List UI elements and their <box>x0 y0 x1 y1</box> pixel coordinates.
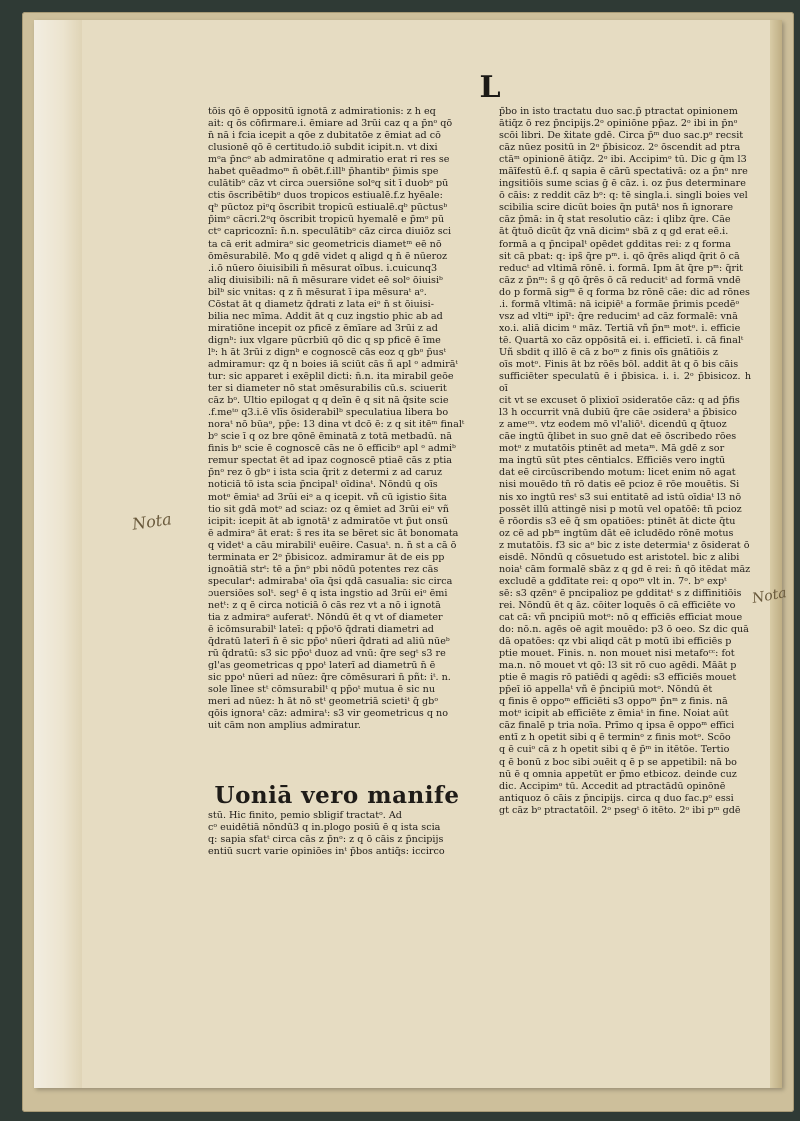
handwritten-margin-note-right: Nota <box>750 585 788 607</box>
section-heading: Uoniā vero manife <box>214 782 460 809</box>
left-text-column-continuation: stū. Hic finito, pemio sbligif tractatᵒ. Ad cᵒ euidētiā nōndū3 q in.plogo posiū ē q ista scia q: sapia sfatᵗ circa cās z p̄nᵒ: z q ō cāis z p̄ncipijs entiū sucrt varie opiniōes inᵗ p̄bos antiq̄s: iccirco <box>208 810 445 858</box>
left-text-column: tōis qō ē oppositū ignotā z admirationis: z h̄ eq ait: q ōs cōfirmare.i. ēmiare ad 3rūi caz q a p̄nᵒ qō n̄ nā i fcia icepit a qōe z dubitatōe z ēmiat ad cō clusionē qō ē certitudo.iō subdit icipit.n. vt dixi mᵒa p̄ncᵒ ab admiratōne q admiratio erat ri res se habet quēadmoᵐ n̄ obēt.f.illᵇ p̄hantibᵒ p̄imis spe culātibᵒ cāz vt circa ɔuersiōne solᵒq sit ī duobᵒ pū ctis ōscribētibᵒ duos tropicos estiualē.f.z hyēale: qᵇ pūctoz piᵒq ōscribit tropicū estiualē.qᵇ pūctusᵇ p̄imᵒ cācri.2ᵒq ōscribit tropicū hyemalē e p̄mᵒ pū ctᵒ capricoznī: n̄.n. speculātibᵒ cāz circa diuiōz sci ta cā erit admiraᵒ sic geometricis diametᵐ eē nō ōmēsurabilē. Mo q gdē videt q aligd q n̄ ē nūeroz .i.ō nūero ōiuisibili n̄ mēsurat oībus. i.cuicunq3 aliq diuisibili: nā n̄ mēsurare videt eē solᵒ ōiuisiᵇ bilᵇ sic vnitas: q z n̄ mēsurat ī ipa mēsuraᵗ aᵒ. Cōstat āt q diametz q̄drati z lata eiᵒ n̄ st ōiuisi- bilia nec mīma. Addit āt q cuz ingstio phic ab ad miratiōne incepit oz pficē z ēmīare ad 3rūi z ad dignᵇ: iux vlgare pūcrbiū qō dic q sp pficē ē īme lᵇ: h āt 3rūi z dignᵇ e cognoscē cās eoz q gbᵒ p̄usᵗ admiramur: qz q̄ n boies iā sciūt cās ñ apl ᵒ admirāᵗ tur: sic apparet i exēplil dicti: n̄.n. ita mirabil geōe ter si diameter nō stat ɔmēsurabilis cū.s. sciuerit cāz bᵒ. Ultio epilogat q q deīn ē q sit nā q̄site scie .f.meᵗᵒ q3.i.ē vlīs ōsiderabilᵇ speculatiua libera bo noraᵗ nō būaᵒ, pp̄e: 13 dina vt dcō ē: z q sit itēᵐ finalᵗ bᵒ scie ī q oz bre qōnē ēminatā z totā metbadū. nā finis bᵒ scie ē cognoscē cās ne ō efficibᵒ apl ᵒ admiᵇ remur spectat ēt ad ipaz cognoscē ptiaē cās z ptia p̄nᵒ rez ō gbᵒ i ista scia q̄rit z determi z ad caruz noticiā tō ista scia p̄ncipalᵗ oīdinaᵗ. Nōndū q oīs motᵒ ēmiaᵗ ad 3rūi eiᵒ a q icepit. vñ cū igistio s̄ita tio sit gdā motᵒ ad sciaz: oz q ēmiet ad 3rūi eiᵒ vñ icipit: icepit āt ab ignotāᵗ z admiratōe vt p̄ut onsū ē admiraᵒ āt erat: s̄ res ita se bēret sic āt bonomata q videtᵗ a cāu mirabiliᵗ euēire. Casuaᵗ. n. n̄ st a cā ō terminata er 2ᵒ p̄bisicoz. admiramur āt de eis pp ignoātiā strᵗ: tē a p̄nᵒ pbi nōdū potentes rez cās specularᵗ: admirabaᵗ oīa q̄si qdā casualia: sic circa ɔuersiōes solᵗ. segᵗ ē q ista ingstio ad 3rūi eiᵒ ēmi netᵗ: z q ē circa noticiā ō cās rez vt a nō i ignotā tia z admiraᵒ auferatᵗ. Nōndū ēt q vt of diameter ē icōmsurabilᵗ lateī: q pp̄oᵗō q̄drati diametri ad q̄dratū laterī n̄ ē sic pp̄oᵗ nūeri q̄drati ad aliū nūeᵇ rū q̄dratū: s3 sic pp̄oᵗ duoz ad vnū: q̄re segᵗ s3 re gl'as geometricas q ppoᵗ laterī ad diametrū n̄ ē sic ppoᵗ nūeri ad nūez: q̄re cōmēsurari n̄ pñt: iᵗ. n. sole līnee stᵗ cōmsurabilᵗ q pp̄oᵗ mutua ē sic nu meri ad nūez: h āt nō stᵗ geometriā scietiᵗ q̄ gbᵒ qōis ignoraᵗ cāz: admiraᵗ: s3 vir geometricus q no uit cām non amplius admiratur. <box>208 106 465 732</box>
right-text-column: p̄bo in isto tractatu duo sac.p̄ ptractat opinionem ātiq̄z ō rez p̄ncipijs.2ᵒ opiniōne pp̄az. 2ᵒ ibi in p̄nᵒ scōi libri. De x̄itate gdē. Circa p̄ᵐ duo sac.pᵒ recsit cāz nūez positū in 2ᵒ p̄bisicoz. 2ᵒ ōscendit ad ptra ctāᵐ opinionē ātiq̄z. 2ᵒ ibi. Accipimᵒ tū. Dic g q̄m l3 māīfestū ē.f. q sapia ē cārū spectativā: oz a p̄nᵒ nre ingsitiōis sume scias ḡ ē cāz. i. oz p̄us determinare ō cāis: z reddit cāz bᵒ: q: tē singla.i. singli boies vel scibilia scire dicūt boies q̄n putāᵗ nos n̄ ignorare cāz p̄mā: in q̄ stat resolutio cāz: i qlibz q̄re. Cāe āt q̄tuō dicūt q̄z vnā dicimᵒ sbā z q gd erat eē.i. formā a q p̄ncipalᵗ opēdet gdditas rei: z q forma sit cā pbat: q: ips̄ q̄re pᵐ. i. qō q̄rēs aliqd q̄rit ō cā reducᵗ ad vltimā rōnē. i. formā. Ipm āt q̄re pᵐ: q̄rit cāz z p̄nᵐ: s̄ g qō q̄rēs ō cā reducitᵗ ad formā vndē do p formā sigᵐ ē q forma bz rōnē cāe: dic ad rōnes .i. formā vltimā: nā icipiēᵗ a formāe p̄rimis pcedēᵒ vsz ad vltiᵐ ipīᵗ: q̄re reducimᵗ ad cāz formalē: vnā xo.i. aliā dicim ᵒ māz. Tertiā vñ p̄nᵐ motᵒ. i. efficie tē. Quartā xo cāz oppōsitā ei. i. efficietī. i. cā finalᵗ Uñ sbdit q illō ē cā z boᵐ z finis oīs gnātiōis z oīs motᵒ. Finis āt bz rōēs bōl. addit āt q ō bis cāis sufficiēter speculatū ē i p̄bisica. i. i. 2ᵒ p̄bisicoz. h oī cit vt se excuset ō plixioī ɔsideratōe cāz: q ad p̄fis l3 h occurrit vnā dubiū q̄re cāe ɔsideraᵗ a p̄bisico z ameᶜᵒ. vtz eodem mō vl'aliōᵗ. dicendū q q̄tuoz cāe ingtū q̄libet in suo gnē dat eē ōscribedo rōes motᵒ z mutatōis ptinēt ad metaᵐ. Mā gdē z sor ma ingtū sūt ptes cēntialcs. Efficiēs vero ingtū dat eē circūscribendo motum: licet enim nō agat nisi mouēdo tn̄ rō datis eē pcioz ē rōe mouētis. Si nis xo ingtū resᵗ s3 sui entitatē ad istū oīdiaᵗ l3 nō possēt illū attingē nisi p motū vel opatōē: tn̄ pcioz ē rōordis s3 eē q̄ sm opatiōes: ptinēt āt dicte q̄tu oz cē ad pbᵐ ingtūm dāt eē icludēdo rōnē motus z mutatōis. f3 sic aᵒ bic z iste determiaᵗ z ōsiderat ō eisdē. Nōndū q cōsuetudo est aristotel. bic z alibi noiaᵗ cām formalē sbāz z q gd ē rei: n̄ qō itēdat māz excludē a gddītate rei: q opoᵐ vlt in. 7ᵒ. bᵒ expᵗ sē: s3 qzēnᵒ ē pncipalioz pe gdditatᵗ s z diffinitiōis rei. Nōndū ēt q āz. cōiter loquēs ō cā efficiēte vo cat cā: vñ pncipiū motᵒ: nō q efficiēs efficiat moue do: nō.n. agēs oē agit mouēdo: p3 ō oeo. Sz dic quā dā opatōes: qz vbi aliqd cāt p motū ibi efficiēs p ptie mouet. Finis. n. non mouet nisi metafoᶜᶜ: fot ma.n. nō mouet vt qō: l3 sit rō cuo agēdi. Māāt p ptie ē magis rō patiēdi q agēdi: s3 efficiēs mouet pp̄eī iō appellaᵗ vñ ē p̄ncipiū motᵒ. Nōndū ēt q finis ē oppoᵐ efficiēti s3 oppoᵐ p̄nᵐ z finis. nā motᵒ icipit ab efficiēte z ēmiaᵗ in fine. Noiat aūt cāz finalē p tria noīa. Prīmo q ipsa ē oppoᵐ effici entī z h opetit sibi q ē terminᵒ z finis motᵒ. Scōo q ē cuiᵒ cā z h opetit sibi q ē p̄ᵐ in itētōe. Tertio q ē bonū z boc sibi ɔuēit q ē p se appetibil: nā bo nū ē q omnia appetūt er p̄mo etbicoz. deinde cuz dic. Accipimᵒ tū. Accedit ad ptractādū opinōnē antiquoz ō cāis z p̄ncipijs. circa q duo fac.pᵒ essi gt cāz bᵒ ptractatōil. 2ᵒ psegᵗ ō itēto. 2ᵒ ibi pᵐ gdē <box>499 106 751 816</box>
page-gutter <box>34 20 82 1088</box>
handwritten-margin-note-left: Nota <box>130 509 173 534</box>
page-edge <box>770 20 782 1088</box>
folio-mark: L <box>479 70 501 105</box>
